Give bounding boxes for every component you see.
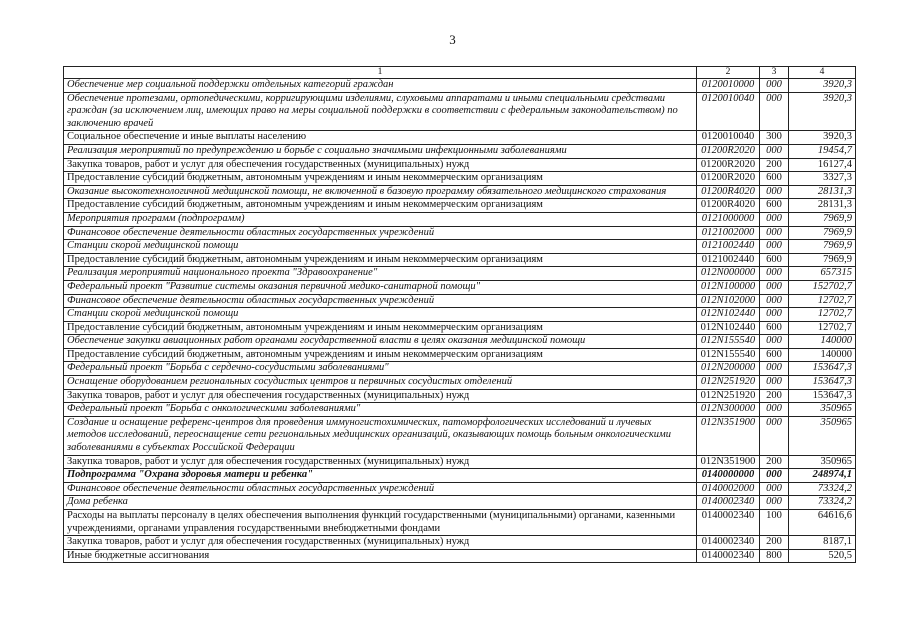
row-name: Социальное обеспечение и иные выплаты населению [64,131,697,145]
row-code: 0121002440 [697,240,760,254]
row-code: 012N000000 [697,267,760,281]
row-name: Федеральный проект "Борьба с онкологическими заболеваниями" [64,403,697,417]
table-row [64,92,856,131]
table-row [64,403,856,417]
row-sum: 3920,3 [789,92,856,131]
row-name: Федеральный проект "Борьба с сердечно-сосудистыми заболеваниями" [64,362,697,376]
row-sum: 64616,6 [789,510,856,536]
row-kvr: 000 [760,496,789,510]
table-row [64,267,856,281]
header-col-4: 4 [789,67,856,79]
row-code: 0121000000 [697,212,760,226]
row-code: 01200R2020 [697,158,760,172]
row-name: Обеспечение закупки авиационных работ органами государственной власти в целях оказания медицинской помощи [64,335,697,349]
row-kvr: 000 [760,469,789,483]
row-name: Создание и оснащение референс-центров для проведения иммуногистохимических, патоморфологических исследований и лучевых методов исследований, переоснащение сети региональных медицинских организаций, оказывающих помощь больным онкологическими заболеваниями в субъектах Российской Федерации [64,416,697,455]
row-kvr: 000 [760,280,789,294]
row-code: 0121002000 [697,226,760,240]
row-kvr: 100 [760,510,789,536]
row-sum: 350965 [789,455,856,469]
header-col-3: 3 [760,67,789,79]
row-name: Предоставление субсидий бюджетным, автономным учреждениям и иным некоммерческим организациям [64,199,697,213]
row-code: 0140002340 [697,536,760,550]
row-sum: 16127,4 [789,158,856,172]
row-kvr: 000 [760,144,789,158]
row-kvr: 200 [760,389,789,403]
row-name: Предоставление субсидий бюджетным, автономным учреждениям и иным некоммерческим организациям [64,253,697,267]
row-code: 012N102440 [697,308,760,322]
row-code: 0140002340 [697,496,760,510]
row-sum: 8187,1 [789,536,856,550]
table-row [64,536,856,550]
row-code: 0120010040 [697,92,760,131]
row-sum: 12702,7 [789,308,856,322]
row-code: 0120010040 [697,131,760,145]
row-name: Оснащение оборудованием региональных сосудистых центров и первичных сосудистых отделений [64,376,697,390]
table-row [64,389,856,403]
table-row [64,212,856,226]
row-kvr: 600 [760,348,789,362]
row-sum: 28131,3 [789,185,856,199]
row-kvr: 000 [760,79,789,93]
row-name: Станции скорой медицинской помощи [64,308,697,322]
table-row [64,510,856,536]
row-kvr: 000 [760,308,789,322]
row-code: 0140002340 [697,510,760,536]
row-kvr: 000 [760,376,789,390]
table-row [64,79,856,93]
row-name: Финансовое обеспечение деятельности областных государственных учреждений [64,294,697,308]
row-kvr: 000 [760,267,789,281]
row-sum: 7969,9 [789,240,856,254]
row-name: Дома ребенка [64,496,697,510]
row-sum: 520,5 [789,549,856,563]
row-code: 012N351900 [697,416,760,455]
row-sum: 350965 [789,403,856,417]
row-name: Оказание высокотехнологичной медицинской помощи, не включенной в базовую программу обязательного медицинского страхования [64,185,697,199]
row-code: 012N155540 [697,348,760,362]
row-kvr: 000 [760,403,789,417]
row-name: Финансовое обеспечение деятельности областных государственных учреждений [64,482,697,496]
row-code: 0120010000 [697,79,760,93]
row-name: Закупка товаров, работ и услуг для обеспечения государственных (муниципальных) нужд [64,389,697,403]
row-kvr: 600 [760,253,789,267]
row-kvr: 600 [760,172,789,186]
row-name: Подпрограмма "Охрана здоровья матери и ребенка" [64,469,697,483]
row-sum: 12702,7 [789,321,856,335]
row-kvr: 200 [760,158,789,172]
table-row [64,172,856,186]
row-sum: 140000 [789,348,856,362]
row-name: Реализация мероприятий национального проекта "Здравоохранение" [64,267,697,281]
row-name: Реализация мероприятий по предупреждению и борьбе с социально значимыми инфекционными заболеваниями [64,144,697,158]
row-sum: 140000 [789,335,856,349]
table-row [64,253,856,267]
row-name: Закупка товаров, работ и услуг для обеспечения государственных (муниципальных) нужд [64,158,697,172]
row-sum: 153647,3 [789,376,856,390]
table-row [64,549,856,563]
table-row [64,185,856,199]
row-kvr: 000 [760,362,789,376]
table-row [64,144,856,158]
row-sum: 73324,2 [789,496,856,510]
table-row [64,158,856,172]
row-sum: 152702,7 [789,280,856,294]
row-name: Предоставление субсидий бюджетным, автономным учреждениям и иным некоммерческим организациям [64,348,697,362]
table-row [64,416,856,455]
table-row [64,131,856,145]
row-kvr: 000 [760,482,789,496]
table-row [64,362,856,376]
page-number: 3 [449,32,456,47]
row-code: 012N102440 [697,321,760,335]
row-code: 012N200000 [697,362,760,376]
table-row [64,455,856,469]
row-sum: 73324,2 [789,482,856,496]
row-code: 0140002340 [697,549,760,563]
table-body [64,67,856,563]
table-row [64,348,856,362]
table-row [64,496,856,510]
row-name: Обеспечение протезами, ортопедическими, корригирующими изделиями, слуховыми аппаратами и иными специальными средствами граждан (за исключением лиц, имеющих право на меры социальной поддержки в соответствии с федеральным законодательством) по заключению врачей [64,92,697,131]
row-name: Предоставление субсидий бюджетным, автономным учреждениям и иным некоммерческим организациям [64,172,697,186]
table-row [64,294,856,308]
row-sum: 3920,3 [789,79,856,93]
row-kvr: 000 [760,92,789,131]
row-kvr: 000 [760,294,789,308]
table-row [64,335,856,349]
row-name: Предоставление субсидий бюджетным, автономным учреждениям и иным некоммерческим организациям [64,321,697,335]
row-name: Обеспечение мер социальной поддержки отдельных категорий граждан [64,79,697,93]
row-kvr: 600 [760,199,789,213]
row-kvr: 200 [760,536,789,550]
row-sum: 153647,3 [789,389,856,403]
row-sum: 7969,9 [789,212,856,226]
row-kvr: 000 [760,185,789,199]
table-header-row [64,67,856,79]
row-sum: 3327,3 [789,172,856,186]
table-row [64,226,856,240]
row-sum: 7969,9 [789,226,856,240]
row-sum: 153647,3 [789,362,856,376]
row-code: 012N251920 [697,376,760,390]
row-code: 01200R2020 [697,144,760,158]
row-kvr: 800 [760,549,789,563]
row-name: Расходы на выплаты персоналу в целях обеспечения выполнения функций государственными (муниципальными) органами, казенными учреждениями, органами управления государственными внебюджетными фондами [64,510,697,536]
table-row [64,321,856,335]
table-row [64,240,856,254]
row-kvr: 000 [760,335,789,349]
row-code: 012N102000 [697,294,760,308]
row-sum: 7969,9 [789,253,856,267]
row-sum: 3920,3 [789,131,856,145]
row-code: 012N100000 [697,280,760,294]
row-name: Закупка товаров, работ и услуг для обеспечения государственных (муниципальных) нужд [64,455,697,469]
row-sum: 248974,1 [789,469,856,483]
row-code: 012N251920 [697,389,760,403]
row-kvr: 600 [760,321,789,335]
row-code: 0140000000 [697,469,760,483]
row-sum: 657315 [789,267,856,281]
row-kvr: 300 [760,131,789,145]
row-code: 0121002440 [697,253,760,267]
row-kvr: 000 [760,416,789,455]
row-sum: 19454,7 [789,144,856,158]
row-sum: 350965 [789,416,856,455]
row-name: Федеральный проект "Развитие системы оказания первичной медико-санитарной помощи" [64,280,697,294]
row-name: Мероприятия программ (подпрограмм) [64,212,697,226]
table-row [64,376,856,390]
row-code: 012N300000 [697,403,760,417]
row-sum: 12702,7 [789,294,856,308]
table-row [64,199,856,213]
table-row [64,308,856,322]
row-kvr: 000 [760,240,789,254]
budget-table [63,66,856,563]
row-kvr: 000 [760,212,789,226]
row-name: Закупка товаров, работ и услуг для обеспечения государственных (муниципальных) нужд [64,536,697,550]
row-name: Иные бюджетные ассигнования [64,549,697,563]
row-sum: 28131,3 [789,199,856,213]
row-code: 01200R2020 [697,172,760,186]
row-code: 012N351900 [697,455,760,469]
table-row [64,482,856,496]
header-col-2: 2 [697,67,760,79]
row-kvr: 200 [760,455,789,469]
row-name: Финансовое обеспечение деятельности областных государственных учреждений [64,226,697,240]
row-code: 01200R4020 [697,199,760,213]
row-kvr: 000 [760,226,789,240]
table-row [64,469,856,483]
row-name: Станции скорой медицинской помощи [64,240,697,254]
header-col-1: 1 [64,67,697,79]
table-row [64,280,856,294]
row-code: 0140002000 [697,482,760,496]
row-code: 01200R4020 [697,185,760,199]
row-code: 012N155540 [697,335,760,349]
